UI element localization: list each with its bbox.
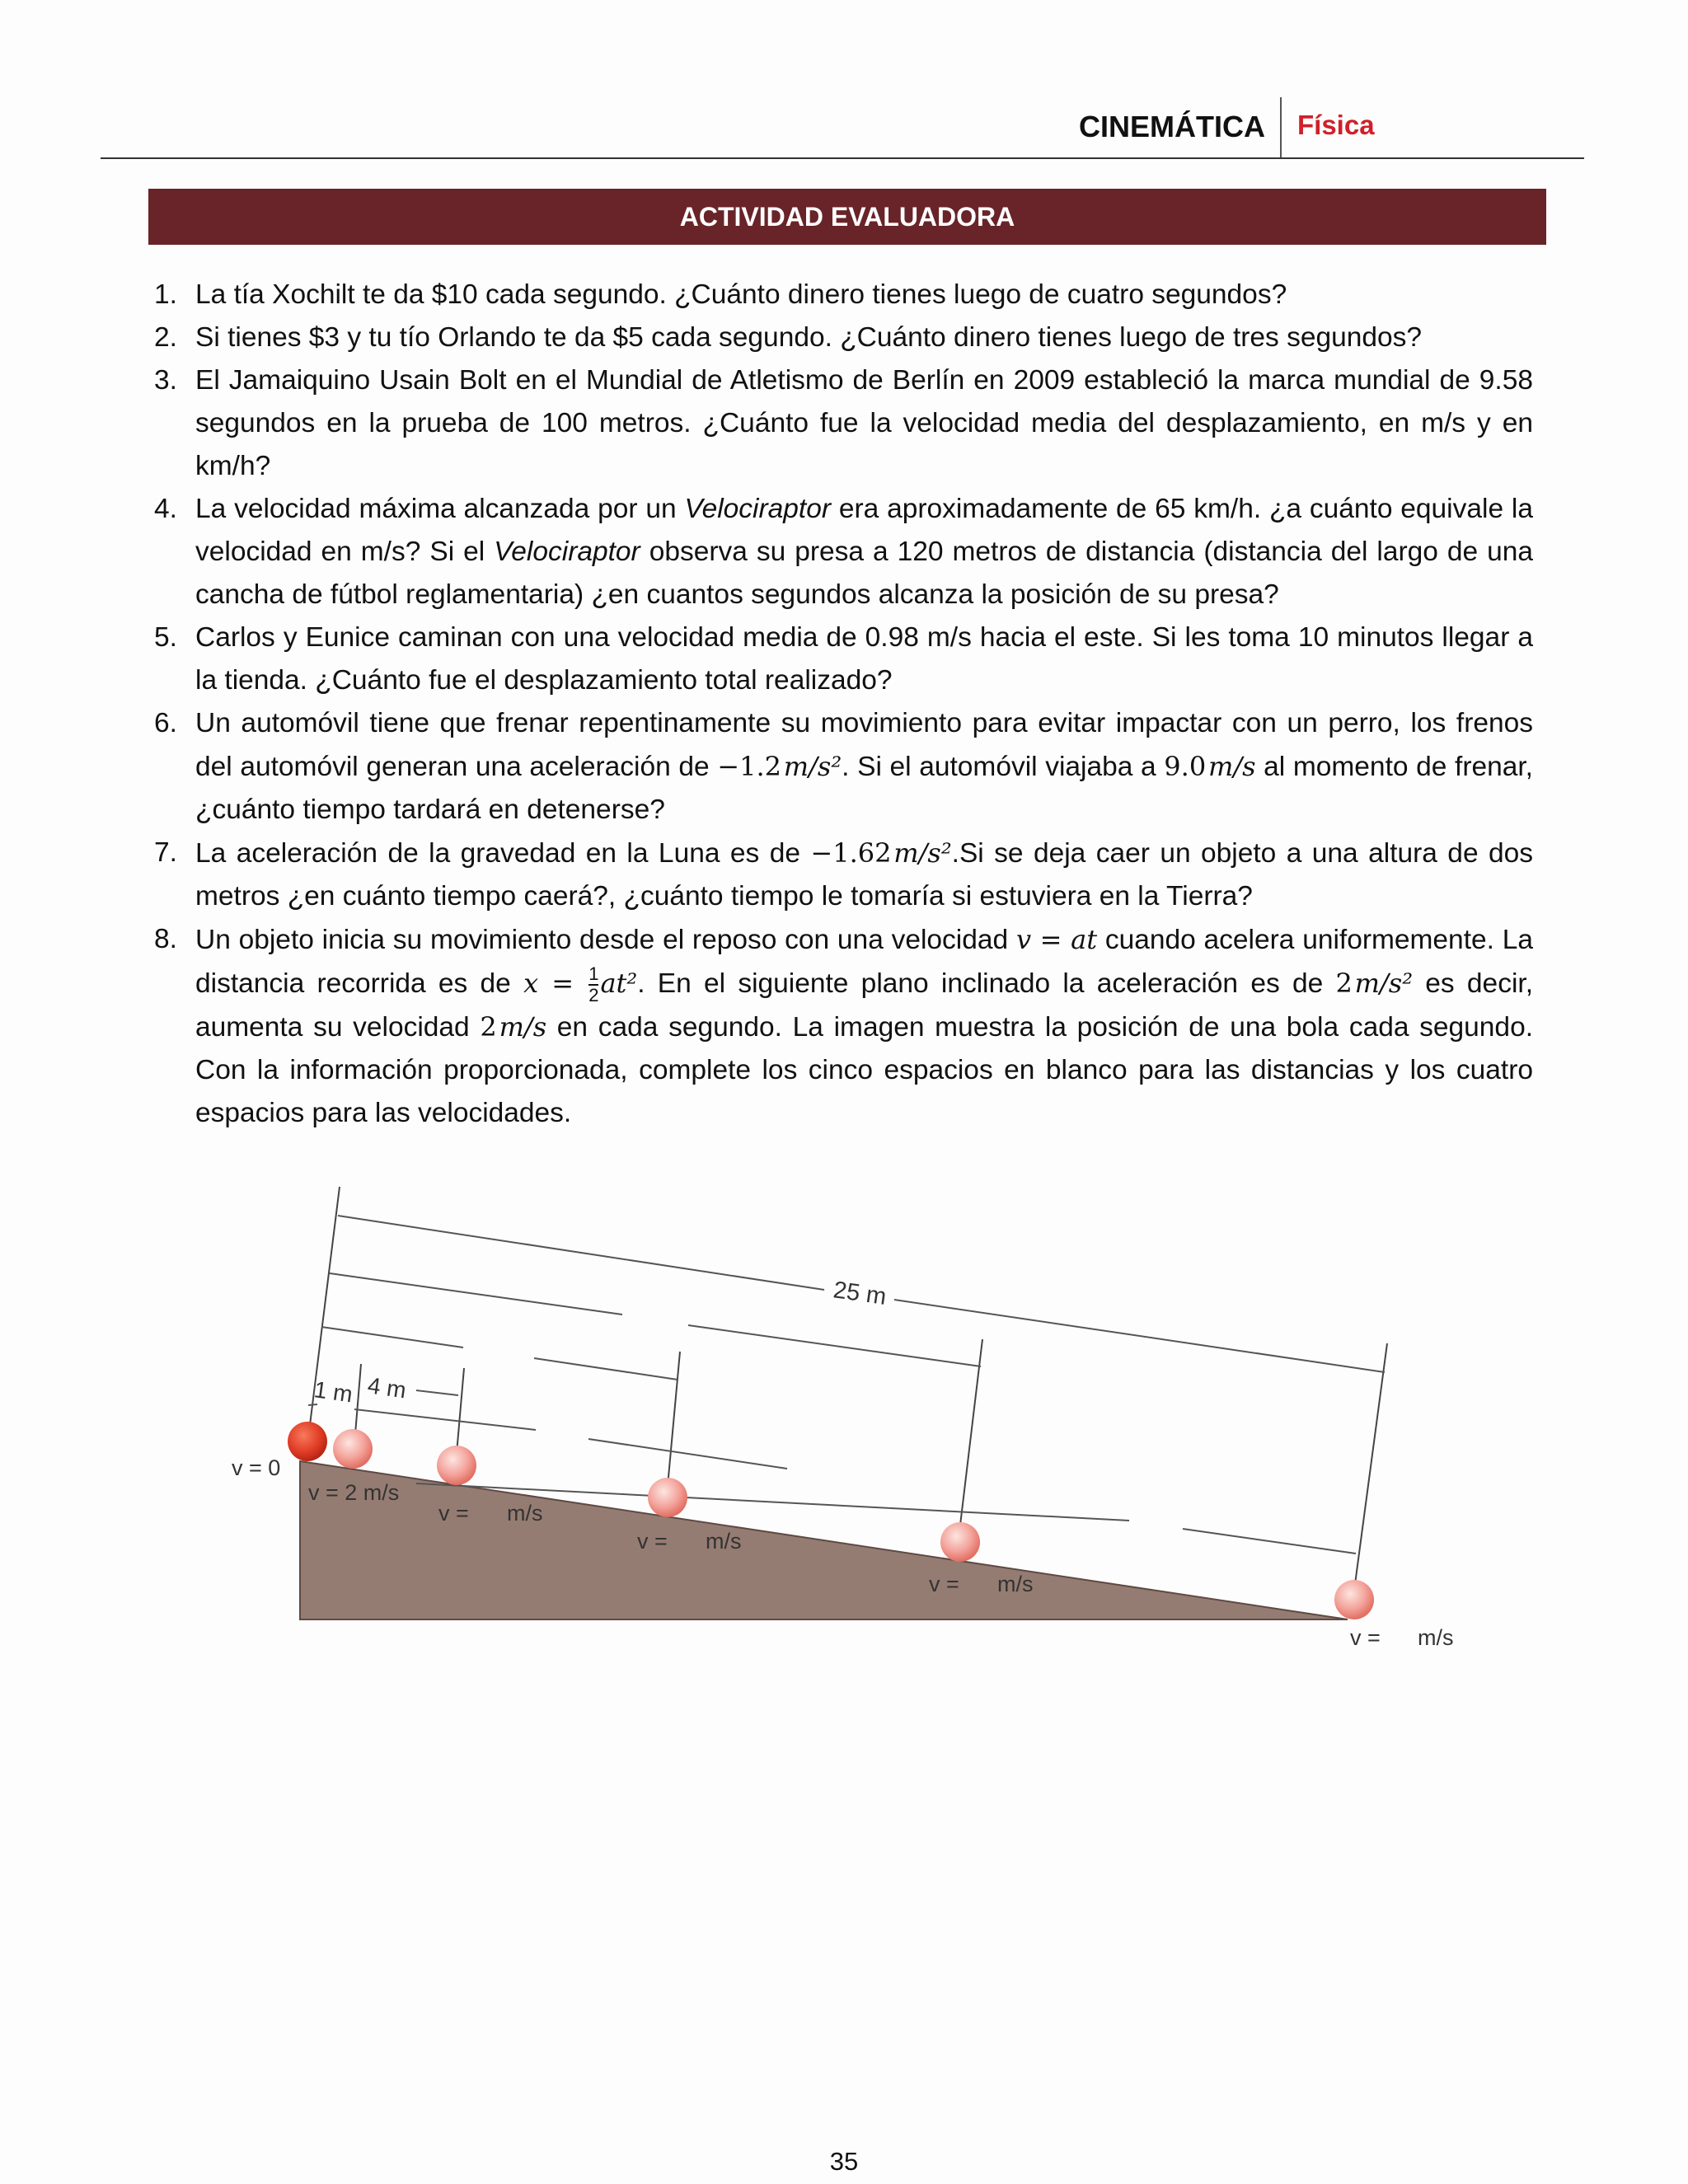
marker-line-3	[667, 1352, 680, 1495]
fraction-denominator: 2	[588, 985, 599, 1006]
distance-line-4m	[416, 1390, 458, 1395]
distance-line-3	[354, 1409, 536, 1430]
velocity-unit-3: m/s	[706, 1529, 742, 1554]
distance-line-seg5	[678, 1469, 1125, 1521]
question-number: 4.	[154, 494, 177, 524]
question-1	[148, 274, 1533, 316]
math-unit: m/s	[1207, 751, 1256, 782]
distance-line-total-left	[338, 1216, 824, 1290]
ball-1s	[333, 1429, 373, 1469]
question-text: es decir, aumenta su velocidad	[195, 968, 1533, 1043]
question-text: Un objeto inicia su movimiento desde el reposo con una velocidad	[195, 925, 1016, 955]
velocity-prefix-4: v =	[929, 1572, 959, 1596]
distance-label-4m: 4 m	[366, 1372, 408, 1404]
question-3	[148, 359, 1533, 488]
question-text: Un automóvil tiene que frenar repentinamente su movimiento para evitar impactar con un perro, los frenos del automóvil generan una aceleración de	[195, 708, 1533, 782]
velocity-equation: v = at	[1015, 924, 1098, 955]
question-text: al momento de frenar, ¿cuánto tiempo tardará en detenerse?	[195, 752, 1533, 825]
question-text: Si tienes $3 y tu tío Orlando te da $5 cada segundo. ¿Cuánto dinero tienes luego de tres segundos?	[195, 322, 1423, 353]
velocity-prefix-5: v =	[1350, 1625, 1381, 1650]
ball-start	[288, 1422, 327, 1461]
math-value: 2	[480, 1011, 497, 1043]
question-number: 8.	[154, 924, 177, 954]
distance-label-25m: 25 m	[832, 1277, 889, 1310]
ball-4s	[940, 1522, 980, 1562]
distance-line-5	[330, 1273, 622, 1315]
question-text: .Si se deja caer un objeto a una altura de dos metros ¿en cuánto tiempo caerá?, ¿cuánto tiempo le tomaría si estuviera en la Tierra?	[195, 838, 1534, 912]
question-number: 7.	[154, 837, 177, 868]
one-half-fraction	[588, 964, 598, 1005]
ball-5s	[1334, 1580, 1374, 1619]
subject-label: Física	[1297, 110, 1375, 140]
math-value: −1.2	[717, 751, 781, 782]
distance-line-6b	[1183, 1529, 1356, 1554]
species-name: Velociraptor	[494, 537, 640, 567]
fraction-numerator: 1	[588, 963, 599, 985]
distance-line-4	[321, 1327, 463, 1347]
header-separator	[1280, 97, 1282, 158]
question-number: 5.	[154, 622, 177, 653]
species-name: Velociraptor	[684, 494, 831, 524]
ball-3s	[648, 1478, 687, 1517]
velocity-label-0: v = 0	[232, 1455, 281, 1480]
math-unit: m/s²	[783, 751, 842, 782]
distance-line-4b	[534, 1358, 678, 1380]
question-number: 2.	[154, 322, 177, 353]
velocity-unit-5: m/s	[1418, 1625, 1454, 1650]
distance-equation-rhs: at²	[600, 968, 638, 999]
distance-line-3b	[588, 1439, 787, 1469]
math-unit: m/s	[499, 1011, 547, 1043]
inclined-plane-diagram	[0, 1154, 1688, 1673]
question-8	[148, 918, 1533, 1135]
question-2	[148, 316, 1533, 359]
velocity-unit-4: m/s	[997, 1572, 1034, 1596]
marker-line-4	[959, 1339, 982, 1539]
math-value: 2	[1335, 968, 1353, 999]
question-7	[148, 832, 1533, 918]
question-text: . Si el automóvil viajaba a	[842, 752, 1165, 782]
question-text: La velocidad máxima alcanzada por un	[195, 494, 685, 524]
distance-line-total-right	[894, 1300, 1385, 1372]
question-list	[148, 274, 1533, 1135]
distance-line-5b	[688, 1325, 981, 1366]
velocity-label-1: v = 2 m/s	[308, 1480, 400, 1505]
distance-equation-lhs: x =	[523, 968, 588, 999]
page-number: 35	[829, 2147, 859, 2176]
math-value: 9.0	[1164, 751, 1207, 782]
question-text: cuando acelera uniformemente. La distancia recorrida es de	[195, 925, 1533, 999]
question-number: 6.	[154, 708, 177, 738]
distance-line-1m	[308, 1404, 317, 1405]
question-5	[148, 616, 1533, 702]
velocity-prefix-2: v =	[438, 1501, 469, 1526]
velocity-prefix-3: v =	[637, 1529, 668, 1554]
question-text: en cada segundo. La imagen muestra la posición de una bola cada segundo. Con la información proporcionada, complete los cinco espacios en blanco para las distancias y los cuatro espacios para las velocidades.	[195, 1012, 1534, 1129]
ball-2s	[437, 1446, 476, 1485]
question-text: Carlos y Eunice caminan con una velocidad media de 0.98 m/s hacia el este. Si les toma 10 minutos llegar a la tienda. ¿Cuánto fue el desplazamiento total realizado?	[195, 622, 1533, 696]
question-text: El Jamaiquino Usain Bolt en el Mundial de Atletismo de Berlín en 2009 estableció la marca mundial de 9.58 segundos en la prueba de 100 metros. ¿Cuánto fue la velocidad media del desplazamiento, en m/s y en km/h?	[195, 365, 1533, 481]
question-text: era aproximadamente de 65 km/h. ¿a cuánto equivale la velocidad en m/s? Si el	[195, 494, 1533, 567]
distance-label-1m: 1 m	[312, 1376, 354, 1408]
question-number: 3.	[154, 365, 177, 396]
marker-line-5	[1353, 1343, 1387, 1596]
activity-banner: ACTIVIDAD EVALUADORA	[148, 189, 1546, 245]
question-text: La aceleración de la gravedad en la Luna es de	[195, 838, 811, 869]
math-value: −1.62	[810, 837, 892, 869]
question-text: observa su presa a 120 metros de distancia (distancia del largo de una cancha de fútbol reglamentaria) ¿en cuantos segundos alcanza la posición de su presa?	[195, 537, 1534, 610]
math-unit: m/s²	[893, 837, 952, 869]
question-number: 1.	[154, 279, 177, 310]
header-rule	[101, 157, 1584, 159]
math-unit: m/s²	[1354, 968, 1414, 999]
velocity-unit-2: m/s	[507, 1501, 543, 1526]
question-text: . En el siguiente plano inclinado la aceleración es de	[637, 968, 1336, 999]
question-4	[148, 488, 1533, 616]
question-text: La tía Xochilt te da $10 cada segundo. ¿Cuánto dinero tienes luego de cuatro segundos?	[195, 279, 1287, 310]
section-title: CINEMÁTICA	[1079, 110, 1265, 143]
question-6	[148, 702, 1533, 832]
